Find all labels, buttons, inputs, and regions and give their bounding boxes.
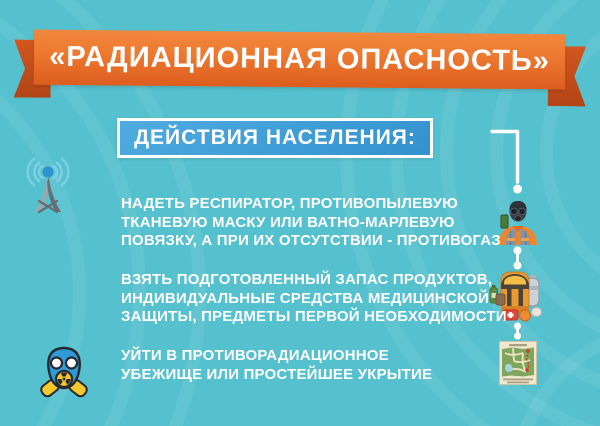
instruction-line: УЙТИ В ПРОТИВОРАДИАЦИОННОЕ: [121, 347, 389, 364]
title-ribbon: [0, 0, 600, 123]
instruction-line: УБЕЖИЩЕ ИЛИ ПРОСТЕЙШЕЕ УКРЫТИЕ: [121, 365, 433, 383]
instruction-block-respirator: [121, 195, 523, 251]
instruction-line: ВЗЯТЬ ПОДГОТОВЛЕННЫЙ ЗАПАС ПРОДУКТОВ,: [121, 271, 493, 288]
connector-dot: [513, 185, 522, 194]
connector-line: [490, 128, 526, 196]
subtitle-text: ДЕЙСТВИЯ НАСЕЛЕНИЯ:: [134, 126, 416, 149]
subtitle-banner: [117, 118, 433, 158]
page-title: «РАДИАЦИОННАЯ ОПАСНОСТЬ»: [49, 40, 550, 78]
instruction-line: ТКАНЕВУЮ МАСКУ ИЛИ ВАТНО-МАРЛЕВУЮ: [121, 213, 455, 231]
instruction-line: ПОВЯЗКУ, А ПРИ ИХ ОТСУТСТВИИ - ПРОТИВОГАЗ: [121, 232, 501, 250]
title-banner: [34, 30, 565, 90]
instruction-block-supplies: [121, 271, 523, 327]
instruction-block-shelter: [121, 347, 523, 384]
gas-mask-icon: [40, 346, 88, 400]
instruction-line: ИНДИВИДУАЛЬНЫЕ СРЕДСТВА МЕДИЦИНСКОЙ: [121, 289, 489, 307]
instruction-line: НАДЕТЬ РЕСПИРАТОР, ПРОТИВОПЫЛЕВУЮ: [121, 195, 458, 212]
radio-tower-icon: [26, 155, 70, 215]
instruction-line: ЗАЩИТЫ, ПРЕДМЕТЫ ПЕРВОЙ НЕОБХОДИМОСТИ: [121, 308, 507, 326]
